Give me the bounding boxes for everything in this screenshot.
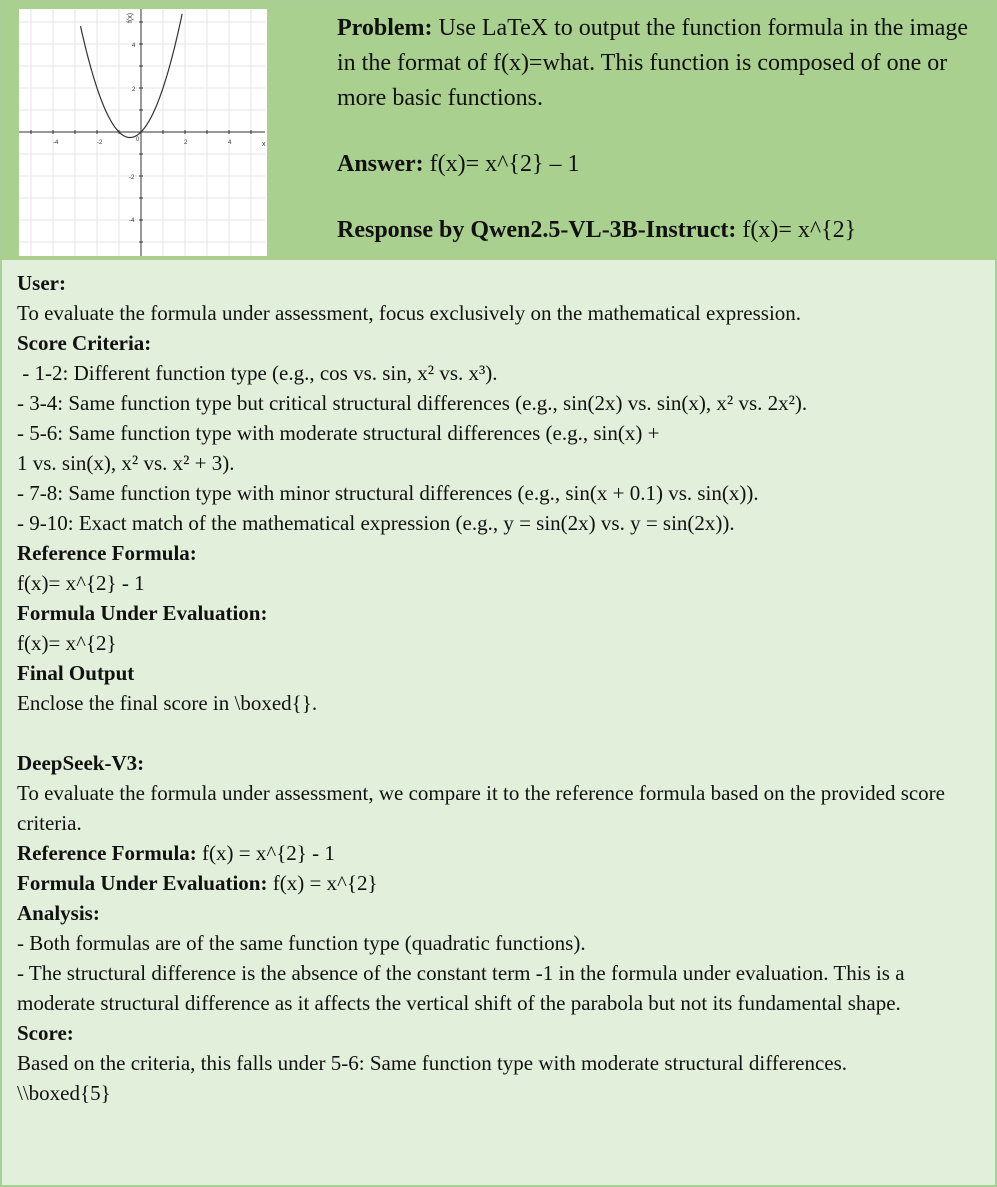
evaluation-formula: f(x)= x^{2} (17, 631, 117, 655)
parabola-curve (81, 14, 183, 138)
problem-text: Use LaTeX to output the function formula in the image in the format of f(x)=what. This function is composed of one or more basic functions. (337, 15, 969, 111)
x-tick-label-0: 0 (136, 137, 140, 143)
analysis-label: Analysis: (17, 901, 100, 925)
y-tick-label-2: 2 (132, 87, 136, 93)
x-tick-label-4: 4 (228, 140, 232, 146)
criteria-item: - 1-2: Different function type (e.g., cos vs. sin, x² vs. x³). (17, 361, 498, 385)
reference-formula: f(x)= x^{2} - 1 (17, 571, 145, 595)
final-output-label: Final Output (17, 661, 135, 685)
answer-label: Answer: (337, 151, 424, 177)
problem-text-block (337, 11, 987, 248)
response-line (337, 213, 987, 248)
answer-value: f(x)= x^{2} – 1 (423, 151, 580, 177)
score-label: Score: (17, 1021, 74, 1045)
analysis-point-2: - The structural difference is the absence of the constant term -1 in the formula under evaluation. This is a moderate structural difference as it affects the vertical shift of the parabola but not its fundamental shape. (17, 961, 905, 1015)
x-tick-label-2: 2 (184, 140, 188, 146)
criteria-item: - 7-8: Same function type with minor structural differences (e.g., sin(x + 0.1) vs. sin(x)). (17, 481, 759, 505)
response-value: f(x)= x^{2} (736, 217, 857, 243)
user-label: User: (17, 271, 66, 295)
function-graph (19, 9, 267, 256)
reference-label: Reference Formula: (17, 541, 197, 565)
ds-evaluation-formula: f(x) = x^{2} (267, 871, 378, 895)
user-intro: To evaluate the formula under assessment, focus exclusively on the mathematical expression. (17, 301, 802, 325)
problem-header (2, 2, 995, 260)
criteria-item: - 5-6: Same function type with moderate structural differences (e.g., sin(x) + (17, 421, 660, 445)
x-tick-label-neg2: -2 (97, 140, 103, 146)
criteria-item: 1 vs. sin(x), x² vs. x² + 3). (17, 451, 235, 475)
ds-reference-formula: f(x) = x^{2} - 1 (196, 841, 335, 865)
x-tick-label-neg4: -4 (53, 140, 59, 146)
analysis-point-1: - Both formulas are of the same function type (quadratic functions). (17, 931, 586, 955)
x-axis-label: x (262, 141, 266, 148)
function-plot (19, 9, 267, 256)
conversation-body (17, 268, 987, 1108)
criteria-label: Score Criteria: (17, 331, 152, 355)
ds-evaluation-label: Formula Under Evaluation: (17, 871, 268, 895)
criteria-item: - 3-4: Same function type but critical structural differences (e.g., sin(2x) vs. sin(x), x² vs. 2x²). (17, 391, 808, 415)
response-label: Response by Qwen2.5-VL-3B-Instruct: (337, 217, 737, 243)
deepseek-intro: To evaluate the formula under assessment, we compare it to the reference formula based on the provided score criteria. (17, 781, 945, 835)
problem-statement (337, 11, 987, 116)
criteria-item: - 9-10: Exact match of the mathematical expression (e.g., y = sin(2x) vs. y = sin(2x)). (17, 511, 735, 535)
ds-reference-label: Reference Formula: (17, 841, 197, 865)
evaluation-label: Formula Under Evaluation: (17, 601, 268, 625)
score-text: Based on the criteria, this falls under 5-6: Same function type with moderate structural differences. (17, 1051, 848, 1075)
y-tick-label-neg2: -2 (129, 175, 135, 181)
final-output-text: Enclose the final score in \boxed{}. (17, 691, 318, 715)
deepseek-label: DeepSeek-V3: (17, 751, 145, 775)
boxed-score: \\boxed{5} (17, 1081, 111, 1105)
y-axis-label: f(x) (127, 12, 134, 23)
y-tick-label-neg4: -4 (129, 218, 135, 224)
y-tick-label-4: 4 (132, 43, 136, 49)
answer-line (337, 147, 987, 182)
problem-label: Problem: (337, 15, 433, 41)
